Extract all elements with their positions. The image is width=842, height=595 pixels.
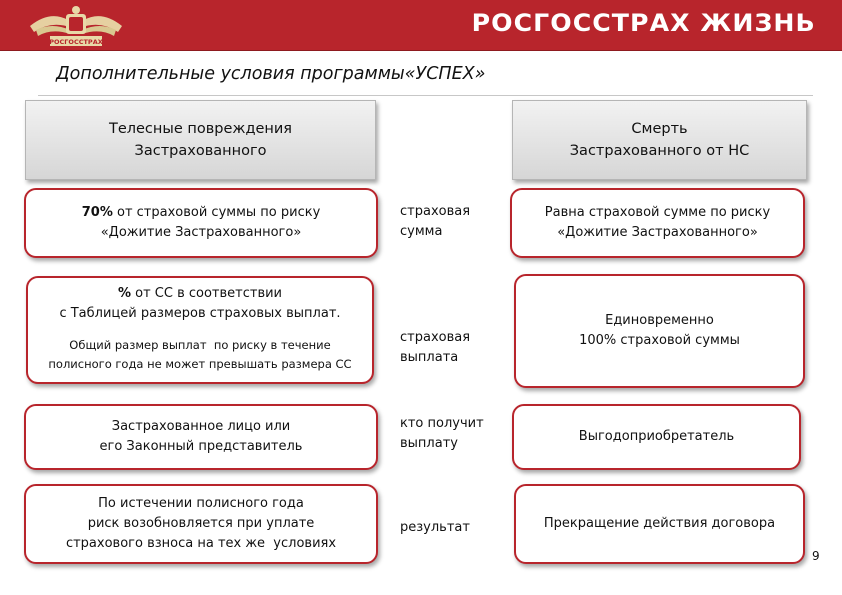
left-header-line2: Застрахованного: [134, 143, 267, 159]
left-result-line2: риск возобновляется при уплате: [87, 516, 315, 531]
right-cell-result: [514, 484, 805, 564]
left-payment-line2: с Таблицей размеров страховых выплат.: [59, 306, 341, 321]
row-label-sum-line1: страховая: [400, 204, 471, 219]
brand-name: РОСГОССТРАХ ЖИЗНЬ: [471, 9, 816, 37]
left-result-line1: По истечении полисного года: [98, 496, 304, 511]
left-column-header: [25, 100, 376, 180]
right-result-line1: Прекращение действия договора: [543, 516, 776, 531]
right-recipient-line1: Выгодоприобретатель: [578, 429, 735, 444]
right-cell-sum: [510, 188, 805, 258]
left-cell-recipient: [24, 404, 378, 470]
row-label-result-line1: результат: [400, 520, 470, 535]
left-result-line3: страхового взноса на тех же условиях: [65, 536, 337, 551]
right-sum-line2: «Дожитие Застрахованного»: [557, 225, 758, 240]
left-header-line1: Телесные повреждения: [108, 121, 293, 137]
right-header-line2: Застрахованного от НС: [569, 143, 750, 159]
row-label-payment: [400, 328, 470, 368]
top-banner: [0, 0, 842, 51]
right-cell-payment: [514, 274, 805, 388]
left-cell-sum: [24, 188, 378, 258]
right-sum-line1: Равна страховой сумме по риску: [544, 205, 771, 220]
row-label-recipient: [400, 414, 484, 454]
left-cell-result: [24, 484, 378, 564]
left-sum-line2: «Дожитие Застрахованного»: [100, 225, 302, 240]
row-label-payment-line1: страховая: [400, 330, 471, 345]
left-payment-percent: %: [117, 286, 131, 301]
left-payment-note-line2: полисного года не может превышать размера СС: [48, 357, 352, 371]
right-payment-line2: 100% страховой суммы: [579, 333, 740, 348]
right-column-header: [512, 100, 807, 180]
right-header-line1: Смерть: [631, 121, 688, 137]
right-cell-recipient: [512, 404, 801, 470]
company-logo: [28, 2, 124, 48]
left-recipient-line1: Застрахованное лицо или: [111, 419, 291, 434]
left-sum-percent: 70%: [81, 205, 113, 220]
row-label-recipient-line1: кто получит: [400, 416, 484, 431]
left-recipient-line2: его Законный представитель: [99, 439, 303, 454]
left-sum-line1: от страховой суммы по риску: [112, 205, 321, 220]
left-payment-line1: от СС в соответствии: [131, 286, 283, 301]
left-cell-payment: [26, 276, 374, 384]
row-label-sum: [400, 202, 470, 242]
row-label-payment-line2: выплата: [400, 350, 459, 365]
left-payment-note-line1: Общий размер выплат по риску в течение: [69, 338, 331, 352]
logo-text: РОСГОССТРАХ: [49, 38, 103, 46]
title-divider: [38, 95, 813, 96]
page-number: 9: [812, 549, 820, 563]
right-payment-line1: Единовременно: [605, 313, 714, 328]
row-label-sum-line2: сумма: [400, 224, 443, 239]
page-title: Дополнительные условия программы«УСПЕХ»: [56, 64, 486, 84]
row-label-result: [400, 518, 470, 538]
row-label-recipient-line2: выплату: [400, 436, 458, 451]
